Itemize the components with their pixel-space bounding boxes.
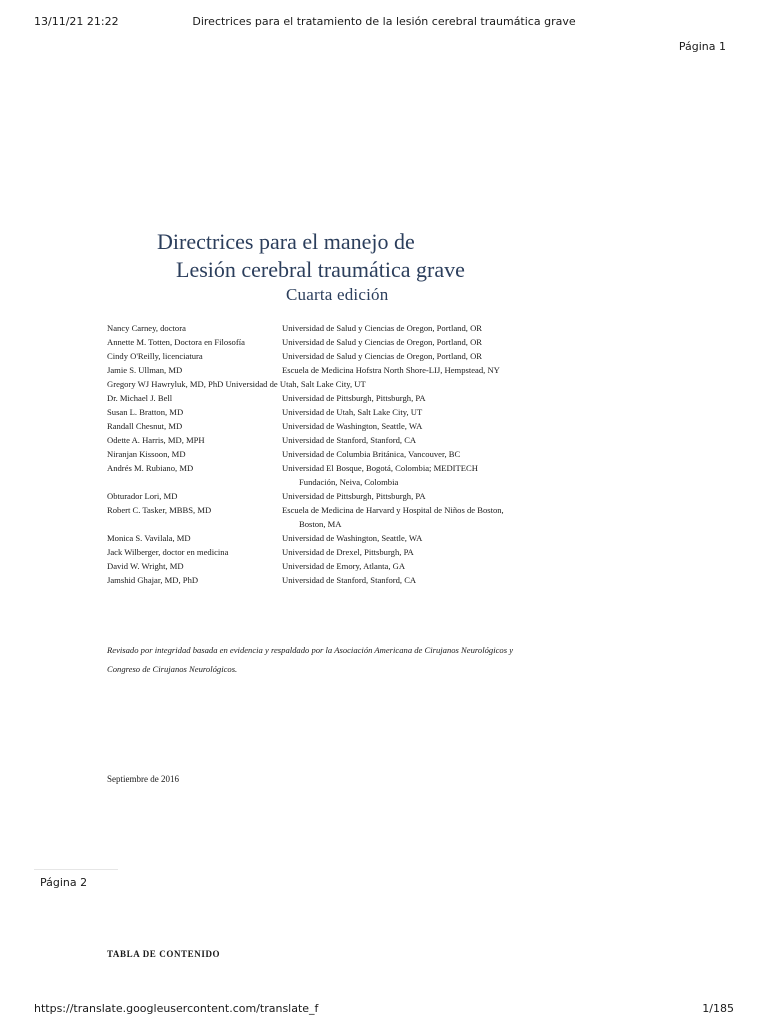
print-date: 13/11/21 21:22 [34, 15, 119, 28]
author-name: Cindy O'Reilly, licenciatura [107, 351, 203, 361]
author-affiliation: Escuela de Medicina Hofstra North Shore-LIJ, Hempstead, NY [282, 365, 500, 375]
author-name: Nancy Carney, doctora [107, 323, 186, 333]
author-affiliation-continued: Boston, MA [299, 519, 342, 529]
author-row [107, 447, 527, 461]
author-row [107, 363, 527, 377]
author-name: Jamshid Ghajar, MD, PhD [107, 575, 199, 585]
author-row [107, 349, 527, 363]
author-affiliation: Universidad de Pittsburgh, Pittsburgh, PA [282, 491, 426, 501]
author-row [107, 377, 527, 391]
author-name: Andrés M. Rubiano, MD [107, 463, 194, 473]
author-name: Jack Wilberger, doctor en medicina [107, 547, 229, 557]
publication-date: Septiembre de 2016 [107, 774, 179, 784]
author-name: Gregory WJ Hawryluk, MD, PhD Universidad de Utah, Salt Lake City, UT [107, 379, 366, 389]
author-name: Dr. Michael J. Bell [107, 393, 173, 403]
author-name: Obturador Lori, MD [107, 491, 178, 501]
page-2-label: Página 2 [40, 876, 88, 889]
author-list [107, 321, 527, 587]
author-affiliation: Universidad de Stanford, Stanford, CA [282, 575, 417, 585]
author-row [107, 461, 527, 475]
cover-title-line-2: Lesión cerebral traumática grave [176, 257, 465, 282]
author-affiliation: Universidad de Emory, Atlanta, GA [282, 561, 406, 571]
author-row [107, 321, 527, 335]
author-name: Robert C. Tasker, MBBS, MD [107, 505, 212, 515]
author-row [107, 391, 527, 405]
author-row [107, 573, 527, 587]
print-footer-url: https://translate.googleusercontent.com/translate_f [34, 1002, 319, 1015]
author-row [107, 335, 527, 349]
author-row [107, 405, 527, 419]
author-row-continuation [107, 517, 527, 531]
endorsement-note: Revisado por integridad basada en evidencia y respaldado por la Asociación Americana de Cirujanos Neurológicos y Congreso de Cirujanos Neurológicos. [107, 645, 514, 674]
author-row [107, 419, 527, 433]
author-affiliation: Universidad El Bosque, Bogotá, Colombia; MEDITECH [282, 463, 478, 473]
author-affiliation: Universidad de Stanford, Stanford, CA [282, 435, 417, 445]
author-name: David W. Wright, MD [107, 561, 184, 571]
author-affiliation: Universidad de Washington, Seattle, WA [282, 533, 423, 543]
author-affiliation: Universidad de Salud y Ciencias de Oregon, Portland, OR [282, 337, 483, 347]
cover-title-line-1: Directrices para el manejo de [157, 229, 415, 254]
author-row [107, 559, 527, 573]
author-name: Jamie S. Ullman, MD [107, 365, 183, 375]
author-row [107, 489, 527, 503]
author-row [107, 531, 527, 545]
author-affiliation: Universidad de Washington, Seattle, WA [282, 421, 423, 431]
author-affiliation: Universidad de Drexel, Pittsburgh, PA [282, 547, 414, 557]
author-name: Monica S. Vavilala, MD [107, 533, 191, 543]
page-divider [34, 869, 118, 870]
toc-heading: TABLA DE CONTENIDO [107, 949, 221, 959]
author-row [107, 545, 527, 559]
author-affiliation: Escuela de Medicina de Harvard y Hospital de Niños de Boston, [282, 505, 504, 515]
print-document-title: Directrices para el tratamiento de la lesión cerebral traumática grave [192, 15, 576, 28]
author-row [107, 503, 527, 517]
author-affiliation: Universidad de Columbia Británica, Vancouver, BC [282, 449, 461, 459]
author-name: Annette M. Totten, Doctora en Filosofía [107, 337, 245, 347]
author-affiliation: Universidad de Salud y Ciencias de Oregon, Portland, OR [282, 323, 483, 333]
author-name: Niranjan Kissoon, MD [107, 449, 186, 459]
cover-edition: Cuarta edición [286, 285, 389, 304]
author-row [107, 433, 527, 447]
author-name: Randall Chesnut, MD [107, 421, 183, 431]
author-row-continuation [107, 475, 527, 489]
author-name: Odette A. Harris, MD, MPH [107, 435, 205, 445]
author-affiliation: Universidad de Utah, Salt Lake City, UT [282, 407, 423, 417]
author-affiliation-continued: Fundación, Neiva, Colombia [299, 477, 399, 487]
print-page-count: 1/185 [702, 1002, 734, 1015]
author-name: Susan L. Bratton, MD [107, 407, 184, 417]
page-1-label: Página 1 [678, 40, 726, 53]
author-affiliation: Universidad de Pittsburgh, Pittsburgh, PA [282, 393, 426, 403]
author-affiliation: Universidad de Salud y Ciencias de Oregon, Portland, OR [282, 351, 483, 361]
